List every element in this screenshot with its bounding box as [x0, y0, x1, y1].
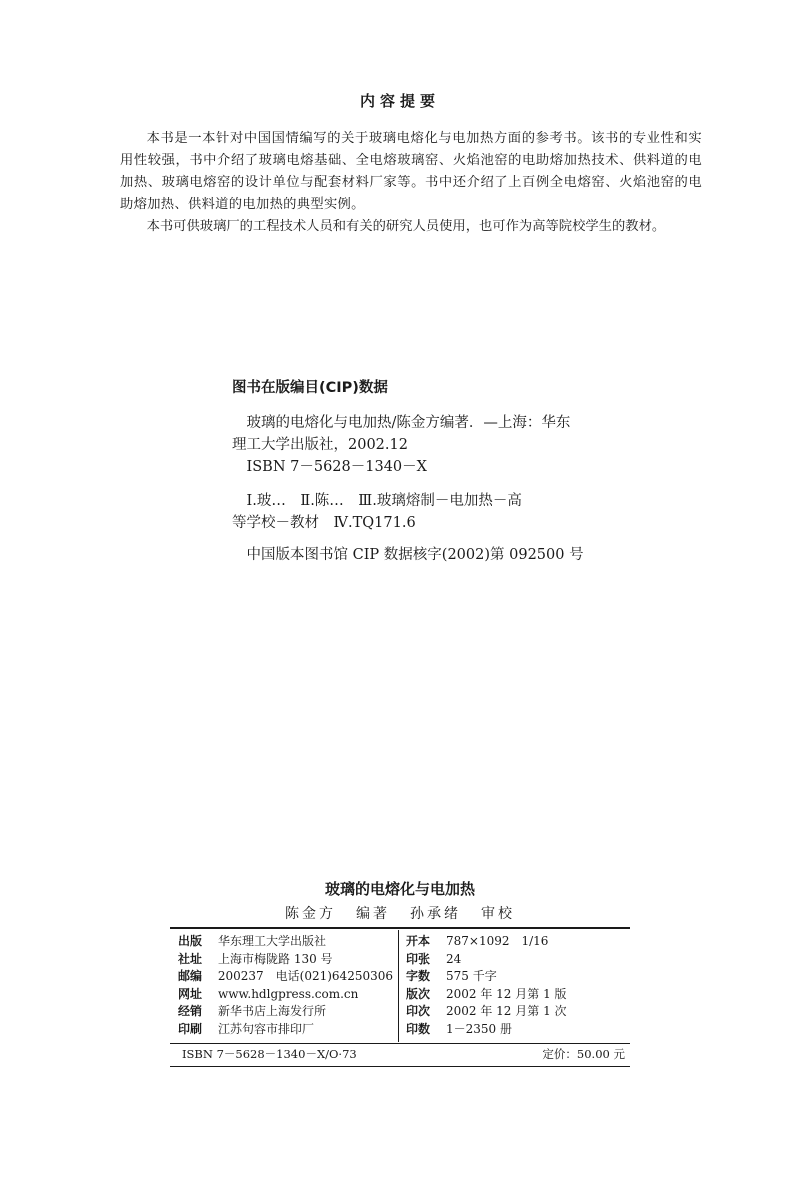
cip-classification: Ⅰ.玻… Ⅱ.陈… Ⅲ.玻璃熔制－电加热－高 [246, 493, 522, 509]
print-info [406, 933, 626, 1038]
info-row: 出版 华东理工大学出版社 [178, 934, 327, 948]
cip-line: 理工大学出版社，2002.12 [232, 437, 408, 453]
reviewer-name: 孙承绪 [410, 906, 461, 922]
cip-classification: 等学校－教材 Ⅳ.TQ171.6 [232, 515, 416, 531]
colophon-divider [398, 930, 399, 1042]
colophon-mid-rule [170, 1043, 630, 1044]
cip-number: 中国版本图书馆 CIP 数据核字(2002)第 092500 号 [246, 547, 584, 563]
info-row: 印张 24 [406, 951, 462, 966]
info-row: 社址 上海市梅陇路 130 号 [178, 951, 333, 966]
book-title: 玻璃的电熔化与电加热 [324, 880, 475, 898]
cip-block [232, 376, 612, 566]
author-role: 编著 [356, 906, 390, 922]
price: 定价：50.00 元 [542, 1047, 625, 1061]
info-row: 版次 2002 年 12 月第 1 版 [406, 986, 567, 1001]
colophon-bottom-rule [170, 1066, 630, 1067]
summary-body [120, 128, 702, 238]
info-row: 字数 575 千字 [406, 969, 497, 983]
info-row: 印刷 江苏句容市排印厂 [178, 1021, 315, 1036]
reviewer-role: 审校 [481, 906, 515, 922]
info-row: 开本 787×1092 1/16 [406, 934, 549, 948]
info-row: 印次 2002 年 12 月第 1 次 [406, 1004, 567, 1018]
info-row: 网址 www.hdlgpress.com.cn [178, 986, 359, 1001]
author-name: 陈金方 [285, 906, 336, 922]
info-row: 经销 新华书店上海发行所 [178, 1004, 327, 1018]
summary-paragraph: 本书是一本针对中国国情编写的关于玻璃电熔化与电加热方面的参考书。该书的专业性和实用性较强，书中介绍了玻璃电熔基础、全电熔玻璃窑、火焰池窑的电助熔加热技术、供料道的电加热、玻璃电熔窑的设计单位与配套材料厂家等。书中还介绍了上百例全电熔窑、火焰池窑的电助熔加热、供料道的电加热的典型实例。 [120, 131, 702, 212]
publisher-info [178, 933, 393, 1038]
cip-line: 玻璃的电熔化与电加热/陈金方编著．—上海：华东 [246, 415, 571, 431]
colophon-top-rule [170, 927, 630, 929]
summary-paragraph: 本书可供玻璃厂的工程技术人员和有关的研究人员使用，也可作为高等院校学生的教材。 [146, 219, 666, 234]
info-row: 印数 1－2350 册 [406, 1021, 512, 1036]
cip-isbn: ISBN 7－5628－1340－X [246, 459, 427, 475]
summary-title: 内容提要 [359, 92, 440, 110]
isbn-full: ISBN 7－5628－1340－X/O·73 [182, 1047, 357, 1061]
info-row: 邮编 200237 电话(021)64250306 [178, 969, 393, 983]
cip-title: 图书在版编目(CIP)数据 [232, 380, 388, 396]
credits [0, 903, 800, 923]
